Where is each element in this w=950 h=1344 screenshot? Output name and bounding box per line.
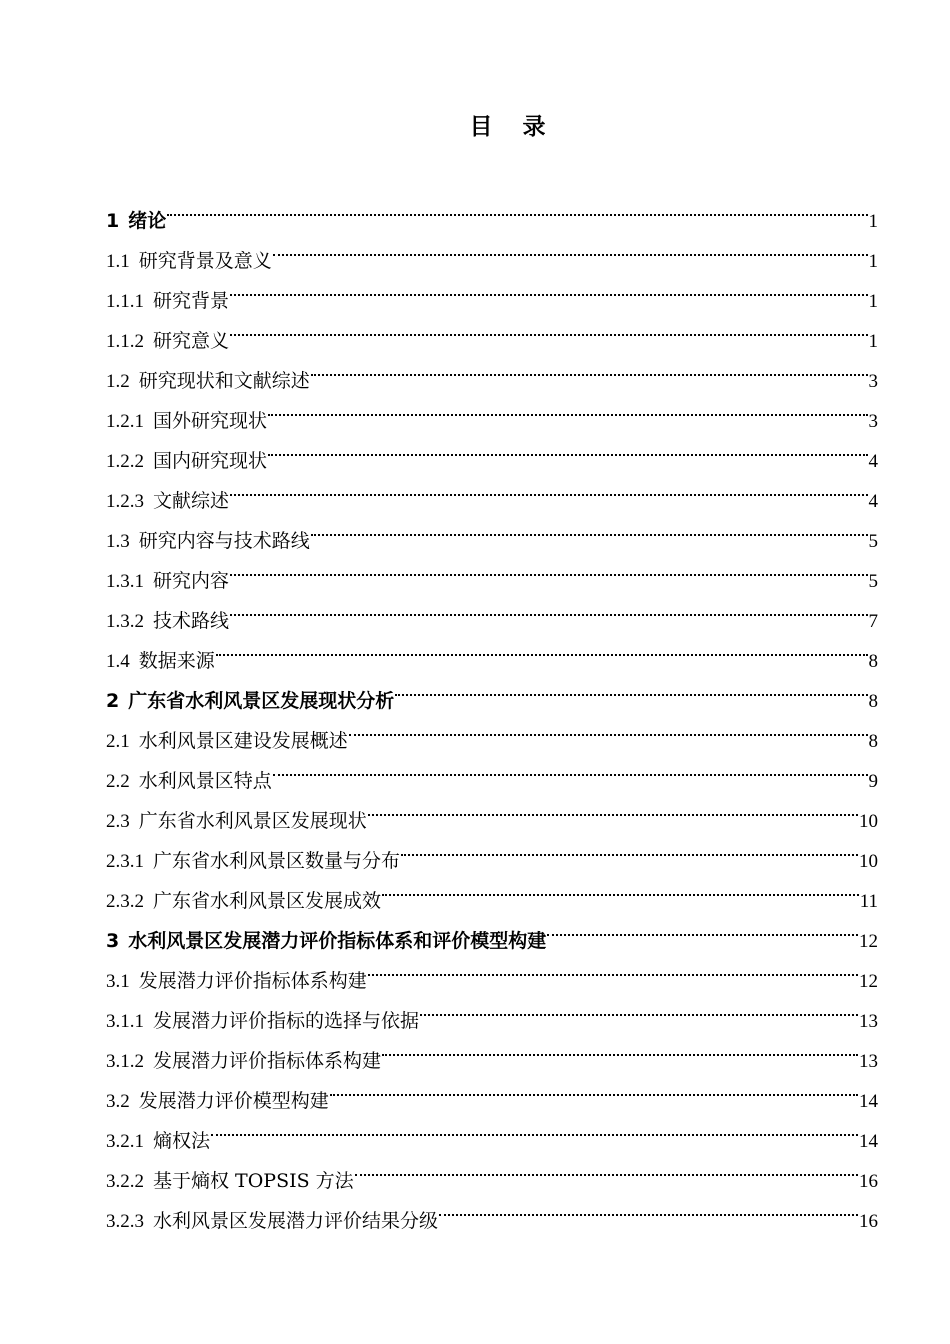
toc-entry[interactable]	[106, 667, 878, 712]
toc-page-number: 1	[868, 331, 878, 352]
toc-entry[interactable]	[106, 1147, 878, 1192]
toc-dot-leader	[267, 387, 868, 427]
toc-entry-title: 水利风景区发展潜力评价指标体系和评价模型构建	[128, 930, 547, 952]
toc-dot-leader	[267, 427, 868, 467]
toc-entry-title: 熵权法	[153, 1130, 211, 1152]
toc-dot-leader	[166, 187, 868, 227]
toc-page-number: 4	[868, 451, 878, 472]
toc-entry-number: 1.1.2	[106, 331, 144, 352]
toc-entry-title: 广东省水利风景区发展现状	[138, 810, 367, 832]
toc-page-number: 10	[859, 851, 878, 872]
toc-entry-number: 3	[106, 930, 120, 952]
toc-entry-title: 绪论	[128, 210, 167, 232]
toc-entry[interactable]	[106, 227, 878, 272]
toc-entry-number: 3.2.1	[106, 1131, 144, 1152]
toc-page-number: 14	[859, 1091, 878, 1112]
toc-page-number: 7	[868, 611, 878, 632]
toc-entry-number: 1.3.2	[106, 611, 144, 632]
toc-entry-title: 文献综述	[153, 490, 230, 512]
toc-entry-title: 研究意义	[153, 330, 230, 352]
toc-entry-number: 1.2.1	[106, 411, 144, 432]
toc-page-number: 13	[859, 1011, 878, 1032]
toc-page-number: 11	[859, 891, 878, 912]
toc-page-number: 12	[859, 971, 878, 992]
toc-dot-leader	[381, 867, 860, 907]
toc-dot-leader	[438, 1187, 859, 1227]
toc-entry-title: 发展潜力评价指标体系构建	[138, 970, 367, 992]
toc-dot-leader	[400, 827, 859, 867]
toc-entry-title: 技术路线	[153, 610, 230, 632]
toc-page-number: 1	[868, 251, 878, 272]
toc-entry-title: 国内研究现状	[153, 450, 268, 472]
toc-dot-leader	[210, 1107, 859, 1147]
toc-dot-leader	[329, 1067, 859, 1107]
toc-page-number: 14	[859, 1131, 878, 1152]
toc-dot-leader	[272, 227, 869, 267]
page-title: 目 录	[469, 114, 557, 140]
toc-page-number: 13	[859, 1051, 878, 1072]
toc-page-number: 4	[868, 491, 878, 512]
toc-dot-leader	[381, 1027, 859, 1067]
toc-page-number: 8	[868, 731, 878, 752]
toc-dot-leader	[229, 467, 868, 507]
toc-entry-title: 广东省水利风景区发展现状分析	[128, 690, 395, 712]
toc-entry-title: 研究背景及意义	[138, 250, 272, 272]
toc-entry-title: 研究内容	[153, 570, 230, 592]
toc-entry-title: 研究现状和文献综述	[138, 370, 310, 392]
toc-dot-leader	[229, 547, 868, 587]
toc-entry-number: 1.1.1	[106, 291, 144, 312]
toc-entry-number: 2.3	[106, 811, 130, 832]
toc-entry-number: 3.2	[106, 1091, 130, 1112]
toc-page-number: 12	[859, 931, 878, 952]
toc-dot-leader	[229, 587, 868, 627]
toc-entry[interactable]	[106, 187, 878, 232]
toc-page-number: 5	[868, 571, 878, 592]
toc-dot-leader	[272, 747, 869, 787]
toc-entry-number: 3.2.3	[106, 1211, 144, 1232]
toc-entry-title: 广东省水利风景区发展成效	[153, 890, 382, 912]
toc-entry-number: 1.2.2	[106, 451, 144, 472]
toc-entry-number: 2.1	[106, 731, 130, 752]
toc-dot-leader	[367, 787, 859, 827]
toc-page-number: 16	[859, 1171, 878, 1192]
toc-entry-title: 发展潜力评价指标的选择与依据	[153, 1010, 420, 1032]
toc-entry-number: 3.1	[106, 971, 130, 992]
toc-entry-title: 水利风景区建设发展概述	[138, 730, 348, 752]
toc-entry-title: 水利风景区发展潜力评价结果分级	[153, 1210, 439, 1232]
toc-dot-leader	[367, 947, 859, 987]
toc-page-number: 1	[868, 211, 878, 232]
toc-entry-number: 1.3	[106, 531, 130, 552]
toc-page-number: 9	[868, 771, 878, 792]
toc-entry-number: 1	[106, 210, 120, 232]
toc-dot-leader	[419, 987, 859, 1027]
toc-page-number: 3	[868, 411, 878, 432]
toc-dot-leader	[229, 267, 868, 307]
toc-entry[interactable]	[106, 627, 878, 672]
toc-page-number: 8	[868, 691, 878, 712]
toc-entry-number: 2.3.1	[106, 851, 144, 872]
toc-page-number: 5	[868, 531, 878, 552]
toc-entry-number: 2	[106, 690, 120, 712]
table-of-contents	[106, 187, 878, 1232]
toc-entry-title: 研究背景	[153, 290, 230, 312]
toc-entry-number: 2.2	[106, 771, 130, 792]
toc-entry-number: 3.2.2	[106, 1171, 144, 1192]
toc-entry-number: 1.3.1	[106, 571, 144, 592]
toc-entry-title: 国外研究现状	[153, 410, 268, 432]
toc-entry-number: 2.3.2	[106, 891, 144, 912]
toc-page-number: 3	[868, 371, 878, 392]
toc-entry-title: 发展潜力评价指标体系构建	[153, 1050, 382, 1072]
toc-dot-leader	[215, 627, 869, 667]
toc-dot-leader	[310, 507, 869, 547]
toc-entry-number: 1.1	[106, 251, 130, 272]
toc-page-number: 10	[859, 811, 878, 832]
toc-entry-title: 发展潜力评价模型构建	[138, 1090, 329, 1112]
toc-dot-leader	[546, 907, 859, 947]
toc-entry-number: 1.4	[106, 651, 130, 672]
toc-entry-title: 水利风景区特点	[138, 770, 272, 792]
toc-entry-number: 1.2.3	[106, 491, 144, 512]
toc-page-number: 16	[859, 1211, 878, 1232]
toc-entry-title: 基于熵权 TOPSIS 方法	[153, 1170, 354, 1192]
toc-dot-leader	[229, 307, 868, 347]
toc-entry-title: 数据来源	[138, 650, 215, 672]
toc-entry-number: 3.1.1	[106, 1011, 144, 1032]
toc-entry-number: 1.2	[106, 371, 130, 392]
toc-entry-number: 3.1.2	[106, 1051, 144, 1072]
toc-entry-title: 广东省水利风景区数量与分布	[153, 850, 401, 872]
toc-entry[interactable]	[106, 1107, 878, 1152]
toc-dot-leader	[348, 707, 869, 747]
toc-dot-leader	[310, 347, 869, 387]
toc-page-number: 8	[868, 651, 878, 672]
toc-dot-leader	[354, 1147, 859, 1187]
toc-dot-leader	[394, 667, 868, 707]
toc-page-number: 1	[868, 291, 878, 312]
toc-entry-title: 研究内容与技术路线	[138, 530, 310, 552]
